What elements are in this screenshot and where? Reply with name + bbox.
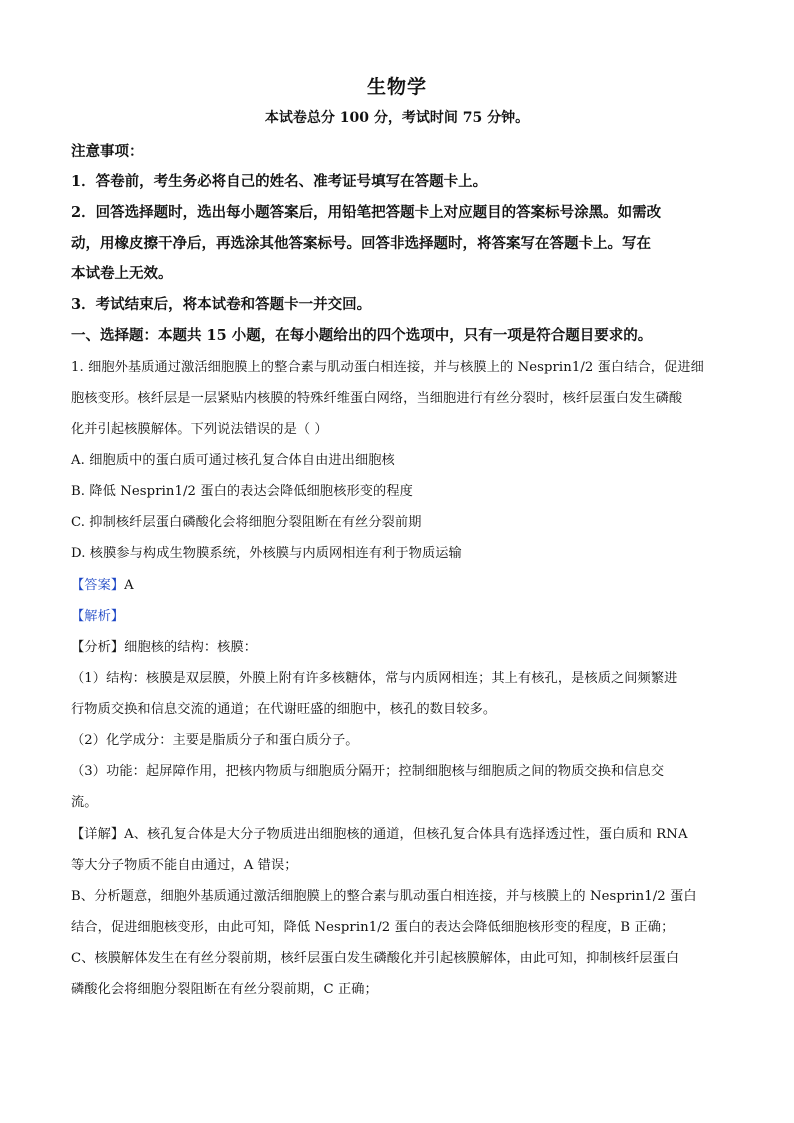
fenxi-p3-line-1: （3）功能：起屏障作用，把核内物质与细胞质分隔开；控制细胞核与细胞质之间的物质交换和信息交: [71, 764, 665, 779]
fenxi-tag: 【分析】: [71, 640, 125, 655]
fenxi-text: 细胞核的结构：核膜：: [124, 640, 258, 655]
fenxi-p2: （2）化学成分：主要是脂质分子和蛋白质分子。: [71, 733, 359, 748]
page-subtitle: 本试卷总分 100 分，考试时间 75 分钟。: [264, 110, 530, 126]
xiangjie-c-line-2: 磷酸化会将细胞分裂阻断在有丝分裂前期，C 正确；: [71, 982, 378, 997]
option-b: B. 降低 Nesprin1/2 蛋白的表达会降低细胞核形变的程度: [71, 484, 413, 499]
option-d: D. 核膜参与构成生物膜系统，外核膜与内质网相连有利于物质运输: [71, 546, 462, 561]
notice-item-1: 1．答卷前，考生务必将自己的姓名、准考证号填写在答题卡上。: [71, 173, 488, 190]
xiangjie-b-line-1: B、分析题意，细胞外基质通过激活细胞膜上的整合素与肌动蛋白相连接，并与核膜上的 Nesprin1/2 蛋白: [71, 889, 697, 904]
page-title: 生物学: [366, 76, 427, 98]
notice-item-2-line-1: 2．回答选择题时，选出每小题答案后，用铅笔把答题卡上对应题目的答案标号涂黑。如需改: [71, 204, 662, 221]
answer-tag: 【答案】: [71, 578, 125, 593]
xiangjie-c-line-1: C、核膜解体发生在有丝分裂前期，核纤层蛋白发生磷酸化并引起核膜解体，由此可知，抑制核纤层蛋白: [71, 951, 680, 966]
xiangjie-tag: 【详解】: [71, 827, 125, 842]
notice-item-2-line-3: 本试卷上无效。: [71, 265, 173, 282]
xiangjie-a-text: A、核孔复合体是大分子物质进出细胞核的通道，但核孔复合体具有选择透过性，蛋白质和 RNA: [124, 827, 688, 842]
section-heading: 一、选择题：本题共 15 小题，在每小题给出的四个选项中，只有一项是符合题目要求的。: [71, 327, 653, 344]
analysis-tag: 【解析】: [71, 609, 125, 624]
option-a: A. 细胞质中的蛋白质可通过核孔复合体自由进出细胞核: [71, 453, 395, 468]
fenxi-p1-line-1: （1）结构：核膜是双层膜，外膜上附有许多核糖体，常与内质网相连；其上有核孔，是核质之间频繁进: [71, 671, 678, 686]
xiangjie-b-line-2: 结合，促进细胞核变形，由此可知，降低 Nesprin1/2 蛋白的表达会降低细胞核形变的程度，B 正确；: [71, 920, 675, 935]
notice-item-2-line-2: 动，用橡皮擦干净后，再选涂其他答案标号。回答非选择题时，将答案写在答题卡上。写在: [71, 235, 651, 252]
question-stem-line-3: 化并引起核膜解体。下列说法错误的是（ ）: [71, 422, 328, 437]
fenxi-p3-line-2: 流。: [71, 795, 98, 810]
answer-line: [71, 576, 731, 596]
analysis-line: [71, 607, 731, 627]
xiangjie-a-line-2: 等大分子物质不能自由通过，A 错误；: [71, 858, 298, 873]
answer-value: A: [124, 578, 134, 593]
option-c: C. 抑制核纤层蛋白磷酸化会将细胞分裂阻断在有丝分裂前期: [71, 515, 422, 530]
question-stem-line-2: 胞核变形。核纤层是一层紧贴内核膜的特殊纤维蛋白网络，当细胞进行有丝分裂时，核纤层蛋白发生磷酸: [71, 391, 683, 406]
xiangjie-a-line-1: [71, 825, 731, 845]
fenxi-line: [71, 638, 731, 658]
notice-item-3: 3．考试结束后，将本试卷和答题卡一并交回。: [71, 296, 372, 313]
question-stem-line-1: 1. 细胞外基质通过激活细胞膜上的整合素与肌动蛋白相连接，并与核膜上的 Nesprin1/2 蛋白结合，促进细: [71, 360, 704, 375]
notice-heading: 注意事项：: [71, 143, 144, 160]
fenxi-p1-line-2: 行物质交换和信息交流的通道；在代谢旺盛的细胞中，核孔的数目较多。: [71, 702, 497, 717]
